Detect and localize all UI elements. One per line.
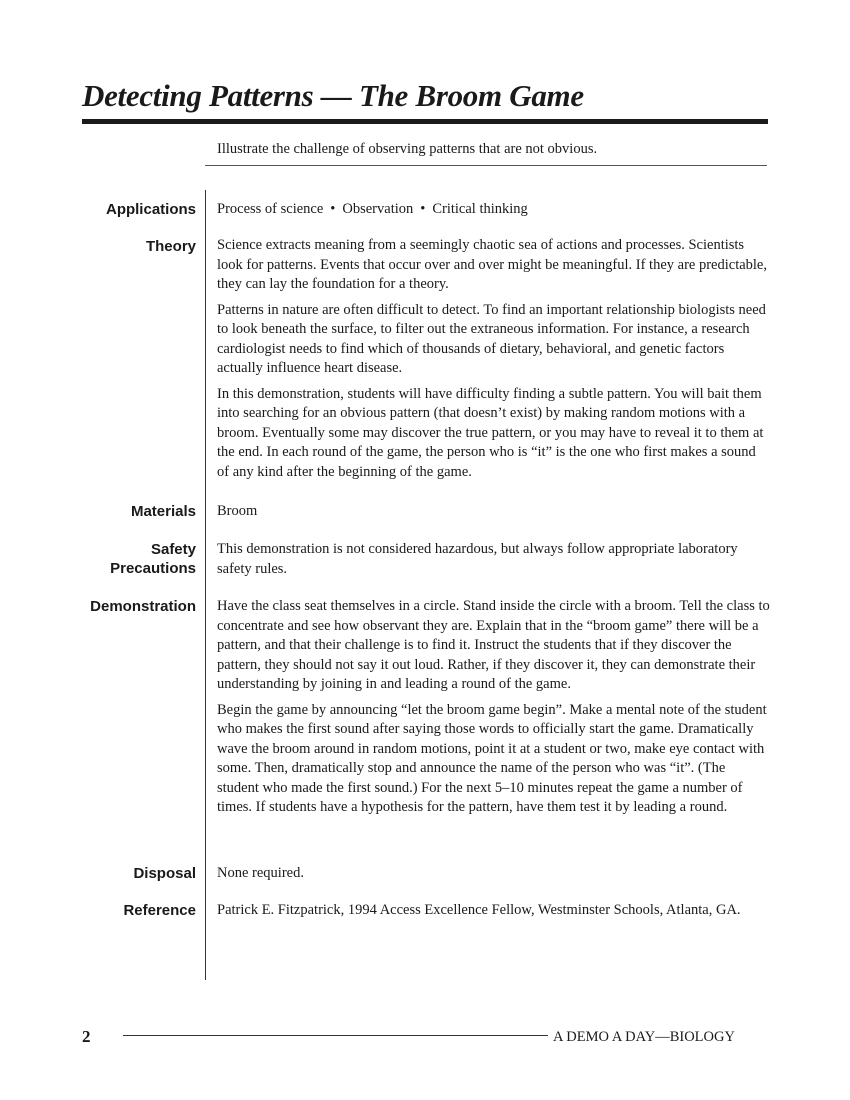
- application-item: Process of science: [217, 201, 324, 217]
- theory-paragraph: Science extracts meaning from a seemingly chaotic sea of actions and processes. Scientists look for patterns. Events that occur over and over might be meaningful. If they are predictable, they can lay the foundation for a theory.: [217, 237, 767, 292]
- objective-rule: [205, 165, 767, 166]
- reference-text: Patrick E. Fitzpatrick, 1994 Access Excellence Fellow, Westminster Schools, Atlanta, GA.: [217, 902, 741, 918]
- safety-text: This demonstration is not considered hazardous, but always follow appropriate laboratory safety rules.: [217, 541, 738, 577]
- objective-text: Illustrate the challenge of observing patterns that are not obvious.: [217, 141, 598, 157]
- footer-rule: [123, 1035, 548, 1036]
- safety-label-line1: Safety: [150, 541, 196, 558]
- demonstration-paragraph: Begin the game by announcing “let the broom game begin”. Make a mental note of the student who makes the first sound after saying those words to officially start the game. Dramatically wave the broom around in random motions, point it at a student or two, make eye contact with some. Then, dramatically stop and announce the name of the person who was “it”. (The student who made the first sound.) For the next 5–10 minutes repeat the game a number of times. If students have a hypothesis for the pattern, have them test it by leading a round.: [217, 701, 767, 815]
- page-number: 2: [82, 1027, 91, 1046]
- disposal-text: None required.: [217, 865, 304, 881]
- column-divider: [205, 190, 206, 980]
- application-item: Critical thinking: [432, 201, 528, 217]
- demonstration-label: Demonstration: [90, 598, 196, 615]
- application-item: Observation: [342, 201, 414, 217]
- theory-label: Theory: [145, 238, 196, 255]
- applications-label: Applications: [105, 201, 196, 218]
- applications-list: Process of science • Observation • Critical thinking: [217, 201, 528, 217]
- title-rule: [82, 119, 768, 124]
- theory-paragraph: Patterns in nature are often difficult to detect. To find an important relationship biologists need to look beneath the surface, to filter out the extraneous information. For instance, a research cardiologist needs to find which of thousands of dietary, behavioral, and genetic factors actually influence heart disease.: [217, 301, 766, 376]
- demonstration-text: [217, 597, 770, 818]
- page-title: Detecting Patterns — The Broom Game: [82, 78, 584, 113]
- reference-label: Reference: [123, 902, 196, 919]
- safety-label-line2: Precautions: [110, 560, 196, 577]
- footer-book-title: A DEMO A DAY—BIOLOGY: [553, 1029, 735, 1045]
- disposal-label: Disposal: [133, 865, 196, 882]
- materials-label: Materials: [130, 503, 196, 520]
- theory-paragraph: In this demonstration, students will have difficulty finding a subtle pattern. You will bait them into searching for an obvious pattern (that doesn’t exist) by making random motions with a broom. Eventually some may discover the true pattern, or you may have to reveal it to them at the end. In each round of the game, the person who is “it” is the one who first makes a sound of any kind after the beginning of the game.: [217, 385, 764, 480]
- demonstration-paragraph: Have the class seat themselves in a circle. Stand inside the circle with a broom. Tell the class to concentrate and see how observant they are. Explain that in the “broom game” there will be a pattern, and that their challenge is to find it. Instruct the students that if they discover the pattern, they should not say it out loud. Rather, if they discover it, they can demonstrate their understanding by joining in and leading a round of the game.: [217, 598, 770, 692]
- materials-text: Broom: [217, 503, 258, 519]
- safety-label: [40, 540, 196, 578]
- theory-text: [217, 236, 770, 482]
